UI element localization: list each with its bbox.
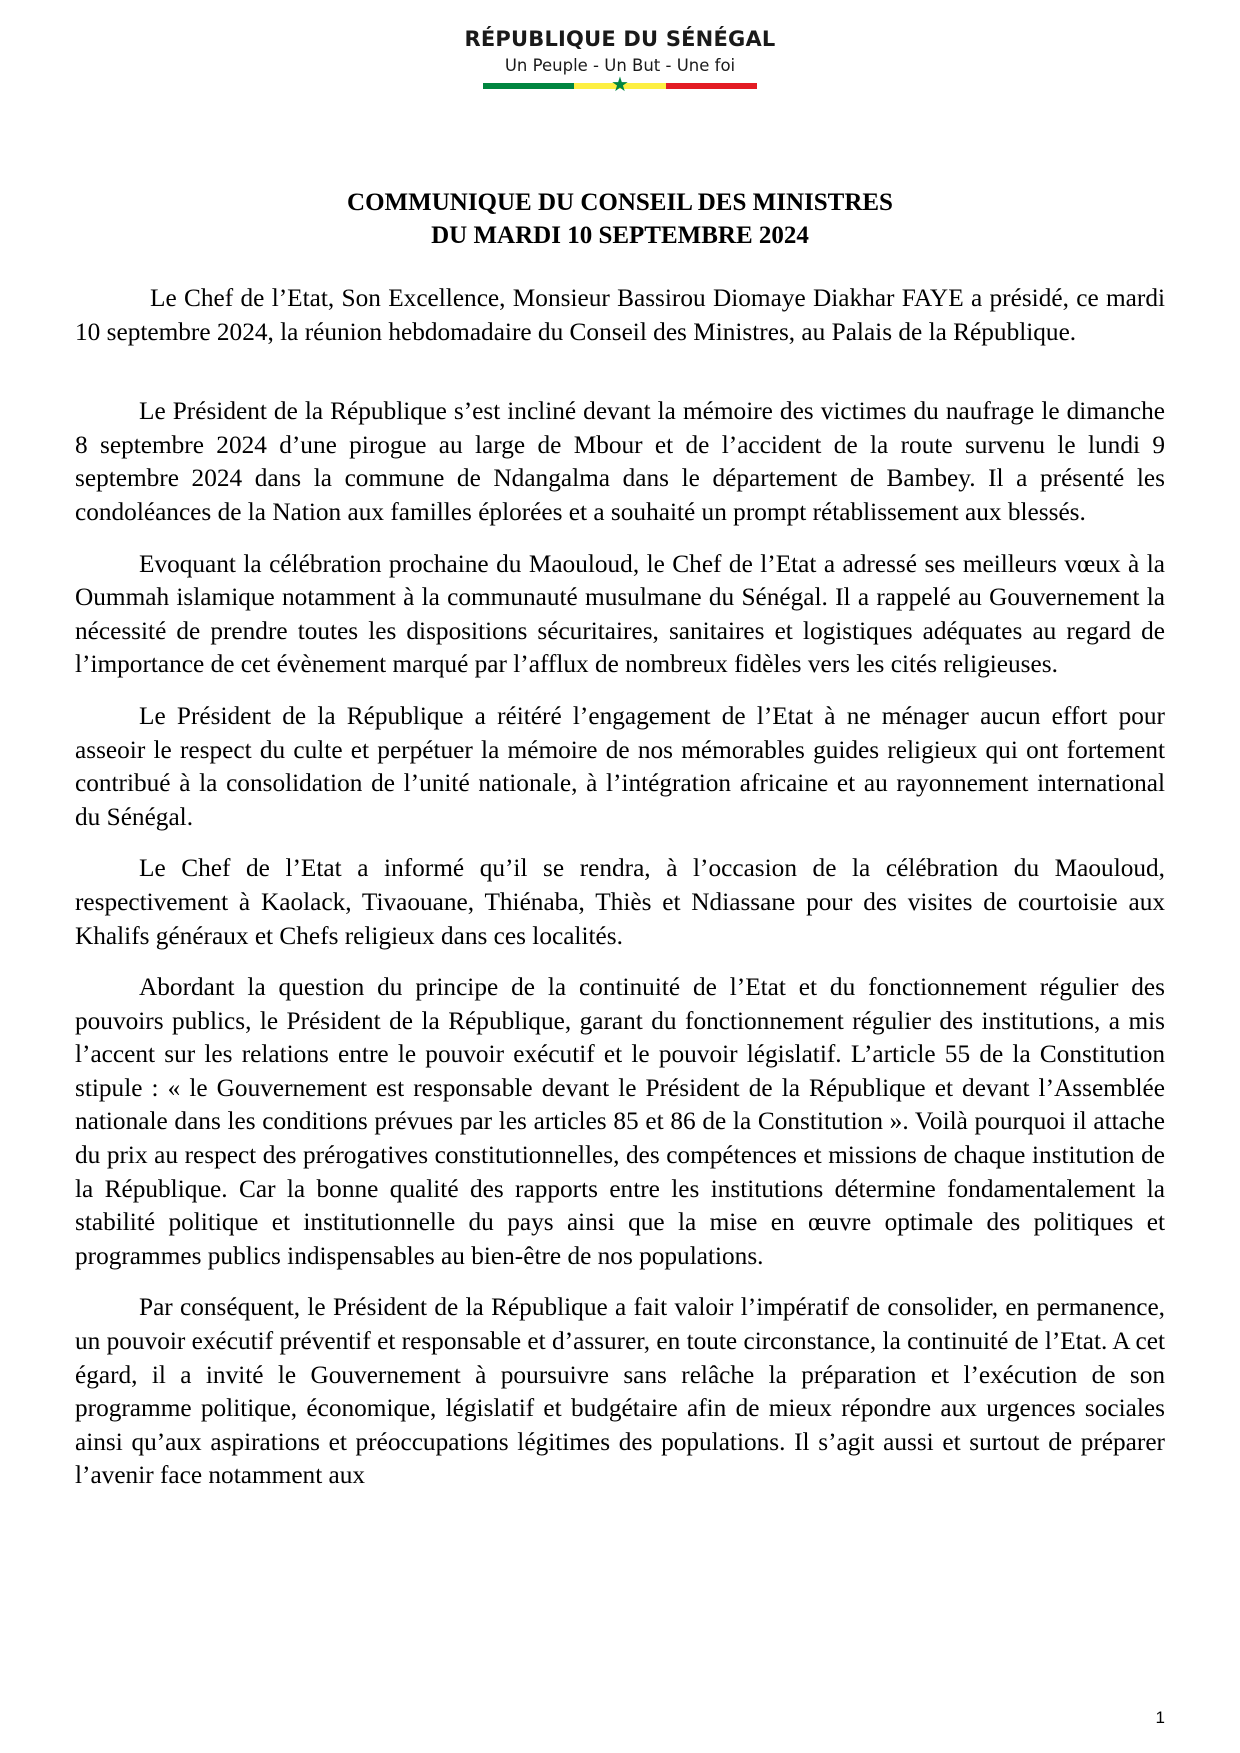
paragraph: Le Président de la République s’est incliné devant la mémoire des victimes du naufrage le dimanche 8 septembre 2024 d’une pirogue au large de Mbour et de l’accident de la route survenu le lundi 9 septembre 2024 dans la commune de Ndangalma dans le département de Bambey. Il a présenté les condoléances de la Nation aux familles éplorées et a souhaité un prompt rétablissement aux blessés. (75, 397, 1165, 526)
national-motto: Un Peuple - Un But - Une foi (504, 56, 736, 75)
republic-name: RÉPUBLIQUE DU SÉNÉGAL (464, 27, 776, 51)
title-line-1: COMMUNIQUE DU CONSEIL DES MINISTRES (347, 189, 893, 216)
page-number: 1 (1155, 1708, 1165, 1727)
letterhead (0, 26, 1240, 96)
paragraph: Le Président de la République a réitéré l’engagement de l’Etat à ne ménager aucun effort pour asseoir le respect du culte et perpétuer la mémoire de nos mémorables guides religieux qui ont fortement contribué à la consolidation de l’unité nationale, à l’intégration africaine et au rayonnement international du Sénégal. (75, 701, 1165, 831)
paragraph: Par conséquent, le Président de la République a fait valoir l’impératif de consolider, en permanence, un pouvoir exécutif préventif et responsable et d’assurer, en toute circonstance, la continuité de l’Etat. A cet égard, il a invité le Gouvernement à poursuivre sans relâche la préparation et l’exécution de son programme politique, économique, législatif et budgétaire afin de mieux répondre aux urgences sociales ainsi qu’aux aspirations et préoccupations légitimes des populations. Il s’agit aussi et surtout de préparer l’avenir face notamment aux (75, 1293, 1165, 1490)
paragraph: Evoquant la célébration prochaine du Maouloud, le Chef de l’Etat a adressé ses meilleurs vœux à la Oummah islamique notamment à la communauté musulmane du Sénégal. Il a rappelé au Gouvernement la nécessité de prendre toutes les dispositions sécuritaires, sanitaires et logistiques adéquates au regard de l’importance de cet évènement marqué par l’afflux de nombreux fidèles vers les cités religieuses. (75, 549, 1165, 679)
title-line-2: DU MARDI 10 SEPTEMBRE 2024 (431, 222, 809, 249)
green-star-icon: ★ (611, 74, 629, 96)
document-title (0, 186, 1240, 252)
flag-band-green (483, 83, 574, 89)
document-body (75, 282, 1165, 1493)
paragraph: Abordant la question du principe de la continuité de l’Etat et du fonctionnement régulier des pouvoirs publics, le Président de la République, garant du fonctionnement régulier des institutions, a mis l’accent sur les relations entre le pouvoir exécutif et le pouvoir législatif. L’article 55 de la Constitution stipule : « le Gouvernement est responsable devant le Président de la République et devant l’Assemblée nationale dans les conditions prévues par les articles 85 et 86 de la Constitution ». Voilà pourquoi il attache du prix au respect des prérogatives constitutionnelles, des compétences et missions de chaque institution de la République. Car la bonne qualité des rapports entre les institutions détermine fondamentalement la stabilité politique et institutionnelle du pays ainsi que la mise en œuvre optimale des politiques et programmes publics indispensables au bien-être de nos populations. (75, 973, 1165, 1270)
flag-stripe (483, 74, 757, 96)
paragraph: Le Chef de l’Etat, Son Excellence, Monsieur Bassirou Diomaye Diakhar FAYE a présidé, ce mardi 10 septembre 2024, la réunion hebdomadaire du Conseil des Ministres, au Palais de la République. (75, 284, 1165, 346)
paragraph: Le Chef de l’Etat a informé qu’il se rendra, à l’occasion de la célébration du Maouloud, respectivement à Kaolack, Tivaouane, Thiénaba, Thiès et Ndiassane pour des visites de courtoisie aux Khalifs généraux et Chefs religieux dans ces localités. (75, 854, 1165, 950)
flag-band-red (666, 83, 757, 89)
